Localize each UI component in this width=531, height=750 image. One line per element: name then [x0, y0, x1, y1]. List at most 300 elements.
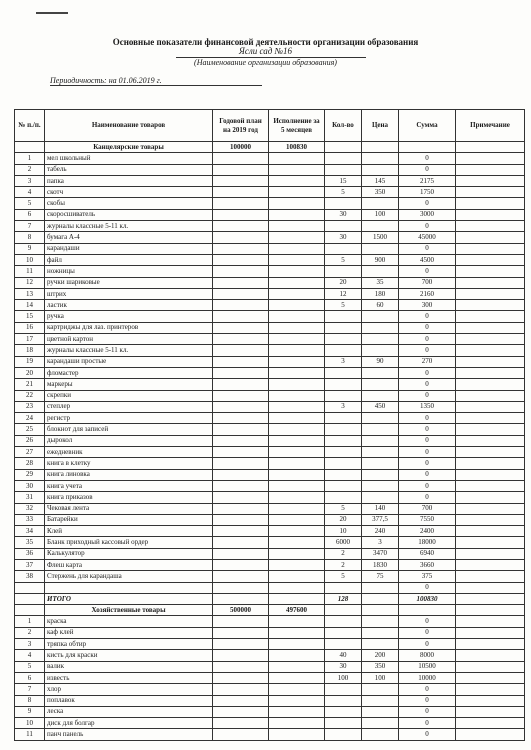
table-cell [456, 548, 525, 559]
table-cell [362, 243, 399, 254]
table-cell [269, 311, 325, 322]
table-cell: 18 [15, 345, 45, 356]
table-row [15, 582, 525, 593]
table-row [15, 480, 525, 491]
table-cell [213, 447, 269, 458]
table-cell [213, 254, 269, 265]
table-cell [362, 379, 399, 390]
table-cell: книга учета [45, 480, 213, 491]
table-row [15, 627, 525, 638]
table-cell [325, 480, 362, 491]
table-cell [456, 164, 525, 175]
table-cell [362, 627, 399, 638]
table-cell: 27 [15, 447, 45, 458]
table-cell [456, 639, 525, 650]
table-row [15, 639, 525, 650]
table-cell [269, 345, 325, 356]
table-cell [325, 469, 362, 480]
table-cell [456, 729, 525, 740]
table-row [15, 424, 525, 435]
table-cell [325, 729, 362, 740]
table-cell [269, 322, 325, 333]
col-header: Примечание [456, 110, 525, 142]
table-cell [325, 266, 362, 277]
table-cell [325, 198, 362, 209]
table-cell: 5 [325, 254, 362, 265]
table-row [15, 514, 525, 525]
table-row [15, 311, 525, 322]
table-cell: 4 [15, 650, 45, 661]
col-header: Цена [362, 110, 399, 142]
table-cell [213, 469, 269, 480]
table-cell [362, 334, 399, 345]
table-cell [456, 334, 525, 345]
table-cell [325, 334, 362, 345]
table-cell: 12 [15, 277, 45, 288]
table-cell [269, 718, 325, 729]
table-cell: 7 [15, 221, 45, 232]
table-cell [325, 684, 362, 695]
table-cell: 13 [15, 288, 45, 299]
table-cell [269, 661, 325, 672]
table-cell [213, 435, 269, 446]
table-cell [456, 300, 525, 311]
table-cell: 1750 [399, 187, 456, 198]
table-cell [325, 718, 362, 729]
top-dash-mark [36, 12, 68, 14]
table-row [15, 334, 525, 345]
table-cell: 1 [15, 153, 45, 164]
table-cell: мел школьный [45, 153, 213, 164]
table-cell: 4 [15, 187, 45, 198]
table-cell [456, 379, 525, 390]
table-cell [362, 480, 399, 491]
table-cell [213, 232, 269, 243]
table-cell [362, 322, 399, 333]
table-cell [456, 447, 525, 458]
table-cell: папка [45, 175, 213, 186]
table-cell: хлор [45, 684, 213, 695]
table-cell: 2 [15, 627, 45, 638]
table-cell [362, 198, 399, 209]
organization-caption: (Наименование организации образования) [194, 58, 337, 67]
period-text: Периодичность: на 01.06.2019 г. [50, 76, 162, 85]
table-cell: 29 [15, 469, 45, 480]
table-cell [456, 616, 525, 627]
table-cell [456, 345, 525, 356]
table-cell [213, 153, 269, 164]
table-cell [456, 198, 525, 209]
table-cell [456, 469, 525, 480]
table-cell [325, 458, 362, 469]
table-cell: книга в клетку [45, 458, 213, 469]
table-cell [456, 661, 525, 672]
table-cell: 11 [15, 266, 45, 277]
table-cell [325, 706, 362, 717]
table-cell [456, 571, 525, 582]
table-cell: 1500 [362, 232, 399, 243]
table-cell [269, 593, 325, 604]
table-cell: ластик [45, 300, 213, 311]
table-cell [399, 142, 456, 153]
table-row [15, 266, 525, 277]
table-cell: 0 [399, 198, 456, 209]
table-cell: Флеш карта [45, 559, 213, 570]
table-cell: 20 [15, 367, 45, 378]
table-cell: 0 [399, 447, 456, 458]
table-cell [213, 209, 269, 220]
table-row [15, 164, 525, 175]
table-cell [269, 288, 325, 299]
table-cell: 20 [325, 277, 362, 288]
table-cell: 23 [15, 401, 45, 412]
table-cell [362, 582, 399, 593]
table-cell [456, 684, 525, 695]
table-cell: 20 [325, 514, 362, 525]
table-cell: 2400 [399, 526, 456, 537]
table-row [15, 322, 525, 333]
table-row [15, 356, 525, 367]
table-cell [362, 458, 399, 469]
table-cell: 36 [15, 548, 45, 559]
table-cell: степлер [45, 401, 213, 412]
table-cell [325, 413, 362, 424]
table-cell [456, 593, 525, 604]
document-title: Основные показатели финансовой деятельности организации образования [112, 37, 419, 47]
table-cell [456, 401, 525, 412]
table-row [15, 672, 525, 683]
table-row [15, 503, 525, 514]
table-row [15, 684, 525, 695]
table-cell [269, 447, 325, 458]
table-cell [456, 288, 525, 299]
table-cell: 0 [399, 458, 456, 469]
table-cell [456, 695, 525, 706]
table-cell: 0 [399, 639, 456, 650]
table-cell [269, 334, 325, 345]
table-cell [269, 435, 325, 446]
table-cell [213, 503, 269, 514]
table-cell [456, 458, 525, 469]
table-row [15, 221, 525, 232]
table-cell: 900 [362, 254, 399, 265]
table-cell [213, 684, 269, 695]
table-cell: 1830 [362, 559, 399, 570]
table-cell [213, 175, 269, 186]
table-cell: фломастер [45, 367, 213, 378]
table-cell [456, 480, 525, 491]
table-cell: 15 [325, 175, 362, 186]
table-row [15, 232, 525, 243]
table-cell [325, 221, 362, 232]
table-cell: 377,5 [362, 514, 399, 525]
table-cell: скобы [45, 198, 213, 209]
table-row [15, 300, 525, 311]
table-cell: 15 [15, 311, 45, 322]
table-cell [325, 153, 362, 164]
financial-table [14, 109, 525, 741]
table-cell: 3 [325, 356, 362, 367]
table-cell [213, 164, 269, 175]
table-cell [269, 221, 325, 232]
table-cell [213, 526, 269, 537]
table-cell: 24 [15, 413, 45, 424]
table-cell [325, 311, 362, 322]
table-cell [325, 605, 362, 616]
table-header-row [15, 110, 525, 142]
table-cell [269, 164, 325, 175]
table-cell [15, 142, 45, 153]
table-cell [456, 311, 525, 322]
col-header: Годовой план на 2019 год [213, 110, 269, 142]
table-cell: 5 [325, 571, 362, 582]
table-cell: 0 [399, 729, 456, 740]
table-cell: 350 [362, 661, 399, 672]
total-row [15, 593, 525, 604]
table-cell: 1350 [399, 401, 456, 412]
table-cell: 3 [362, 537, 399, 548]
table-cell [269, 695, 325, 706]
table-cell [213, 379, 269, 390]
table-cell [213, 243, 269, 254]
table-cell [269, 548, 325, 559]
table-row [15, 616, 525, 627]
table-cell [456, 514, 525, 525]
section-header-row [15, 142, 525, 153]
table-cell: штрих [45, 288, 213, 299]
table-cell [213, 367, 269, 378]
table-cell [269, 187, 325, 198]
table-cell: 6940 [399, 548, 456, 559]
table-cell [213, 334, 269, 345]
table-cell: 10 [15, 718, 45, 729]
table-cell: 19 [15, 356, 45, 367]
table-cell: скотч [45, 187, 213, 198]
table-cell: 32 [15, 503, 45, 514]
table-cell [213, 345, 269, 356]
table-cell: кисть для краски [45, 650, 213, 661]
table-cell: Калькулятор [45, 548, 213, 559]
table-cell: 0 [399, 616, 456, 627]
table-cell [325, 435, 362, 446]
table-cell [269, 503, 325, 514]
table-cell [325, 390, 362, 401]
table-cell: 45000 [399, 232, 456, 243]
table-cell: 30 [15, 480, 45, 491]
table-cell [362, 413, 399, 424]
table-cell: Чековая лента [45, 503, 213, 514]
table-cell: 0 [399, 706, 456, 717]
table-cell: табель [45, 164, 213, 175]
table-row [15, 175, 525, 186]
table-row [15, 469, 525, 480]
table-cell: 9 [15, 706, 45, 717]
table-cell [456, 650, 525, 661]
table-cell [362, 469, 399, 480]
table-cell [325, 322, 362, 333]
table-cell [362, 390, 399, 401]
table-cell: 200 [362, 650, 399, 661]
table-cell: книга линовка [45, 469, 213, 480]
table-cell [269, 537, 325, 548]
table-cell: краска [45, 616, 213, 627]
table-cell: леска [45, 706, 213, 717]
table-cell: 0 [399, 266, 456, 277]
table-cell [325, 243, 362, 254]
table-cell: 25 [15, 424, 45, 435]
table-cell: блокнот для записей [45, 424, 213, 435]
section-header-row [15, 605, 525, 616]
table-row [15, 718, 525, 729]
table-cell [269, 401, 325, 412]
table-cell [213, 650, 269, 661]
table-cell [213, 559, 269, 570]
table-cell: файл [45, 254, 213, 265]
table-cell [456, 424, 525, 435]
table-cell: 0 [399, 627, 456, 638]
table-cell: 100 [325, 672, 362, 683]
table-cell: 8 [15, 695, 45, 706]
table-cell: 5 [325, 503, 362, 514]
table-cell: панч панель [45, 729, 213, 740]
table-row [15, 526, 525, 537]
table-cell [456, 187, 525, 198]
table-row [15, 153, 525, 164]
table-cell [325, 695, 362, 706]
table-cell [269, 367, 325, 378]
table-cell: цветной картон [45, 334, 213, 345]
table-cell: 4500 [399, 254, 456, 265]
table-cell: 2 [15, 164, 45, 175]
table-cell [456, 537, 525, 548]
table-cell: 14 [15, 300, 45, 311]
table-cell: тряпка обтир [45, 639, 213, 650]
table-cell: 0 [399, 367, 456, 378]
table-row [15, 650, 525, 661]
table-row [15, 379, 525, 390]
table-row [15, 458, 525, 469]
table-cell: 8 [15, 232, 45, 243]
table-row [15, 209, 525, 220]
table-cell [269, 672, 325, 683]
table-cell [269, 379, 325, 390]
table-cell: Стержень для карандаша [45, 571, 213, 582]
table-cell: 0 [399, 469, 456, 480]
table-cell: диск для болгар [45, 718, 213, 729]
table-cell [362, 153, 399, 164]
table-row [15, 198, 525, 209]
table-cell [213, 277, 269, 288]
table-cell: 18000 [399, 537, 456, 548]
table-cell [362, 616, 399, 627]
table-cell [269, 266, 325, 277]
table-cell: 0 [399, 311, 456, 322]
table-cell [213, 514, 269, 525]
table-cell [269, 390, 325, 401]
table-cell: 16 [15, 322, 45, 333]
table-cell: 0 [399, 345, 456, 356]
table-cell [213, 187, 269, 198]
table-cell [325, 142, 362, 153]
table-cell [362, 221, 399, 232]
table-cell [456, 254, 525, 265]
table-row [15, 277, 525, 288]
table-cell: 2 [325, 559, 362, 570]
table-cell: 10 [15, 254, 45, 265]
table-cell: 75 [362, 571, 399, 582]
table-cell: 0 [399, 582, 456, 593]
table-cell: 8000 [399, 650, 456, 661]
table-cell [325, 379, 362, 390]
table-cell: 6 [15, 209, 45, 220]
table-cell: Хозяйственные товары [45, 605, 213, 616]
table-cell [213, 729, 269, 740]
table-cell [45, 582, 213, 593]
table-cell [456, 243, 525, 254]
table-cell: 17 [15, 334, 45, 345]
table-cell [269, 232, 325, 243]
table-cell [15, 593, 45, 604]
table-cell [362, 605, 399, 616]
table-cell: 9 [15, 243, 45, 254]
table-cell [456, 413, 525, 424]
table-cell [213, 198, 269, 209]
table-cell: ежедневник [45, 447, 213, 458]
table-row [15, 548, 525, 559]
table-cell [362, 367, 399, 378]
table-cell [15, 582, 45, 593]
table-cell: 3 [15, 639, 45, 650]
table-cell: 0 [399, 480, 456, 491]
table-cell [362, 684, 399, 695]
table-cell [269, 492, 325, 503]
table-cell: 7550 [399, 514, 456, 525]
period-underline [50, 85, 262, 86]
table-row [15, 571, 525, 582]
table-cell [362, 266, 399, 277]
table-cell [213, 322, 269, 333]
table-cell: 375 [399, 571, 456, 582]
table-cell [456, 435, 525, 446]
table-cell [362, 718, 399, 729]
table-cell: ручки шариковые [45, 277, 213, 288]
table-cell: бумага А-4 [45, 232, 213, 243]
table-cell: 100830 [269, 142, 325, 153]
table-cell [213, 672, 269, 683]
table-cell: скоросшиватель [45, 209, 213, 220]
table-cell: 240 [362, 526, 399, 537]
table-cell: каф клей [45, 627, 213, 638]
table-row [15, 401, 525, 412]
table-cell [213, 356, 269, 367]
table-cell: поплавок [45, 695, 213, 706]
table-cell [362, 311, 399, 322]
table-row [15, 413, 525, 424]
table-cell [325, 627, 362, 638]
table-cell [213, 221, 269, 232]
table-row [15, 243, 525, 254]
table-cell: маркеры [45, 379, 213, 390]
table-cell: 0 [399, 153, 456, 164]
table-cell [325, 424, 362, 435]
table-cell [213, 661, 269, 672]
table-cell [362, 729, 399, 740]
table-cell [213, 401, 269, 412]
table-cell [213, 639, 269, 650]
table-cell: 270 [399, 356, 456, 367]
table-cell [269, 480, 325, 491]
table-cell: 3470 [362, 548, 399, 559]
